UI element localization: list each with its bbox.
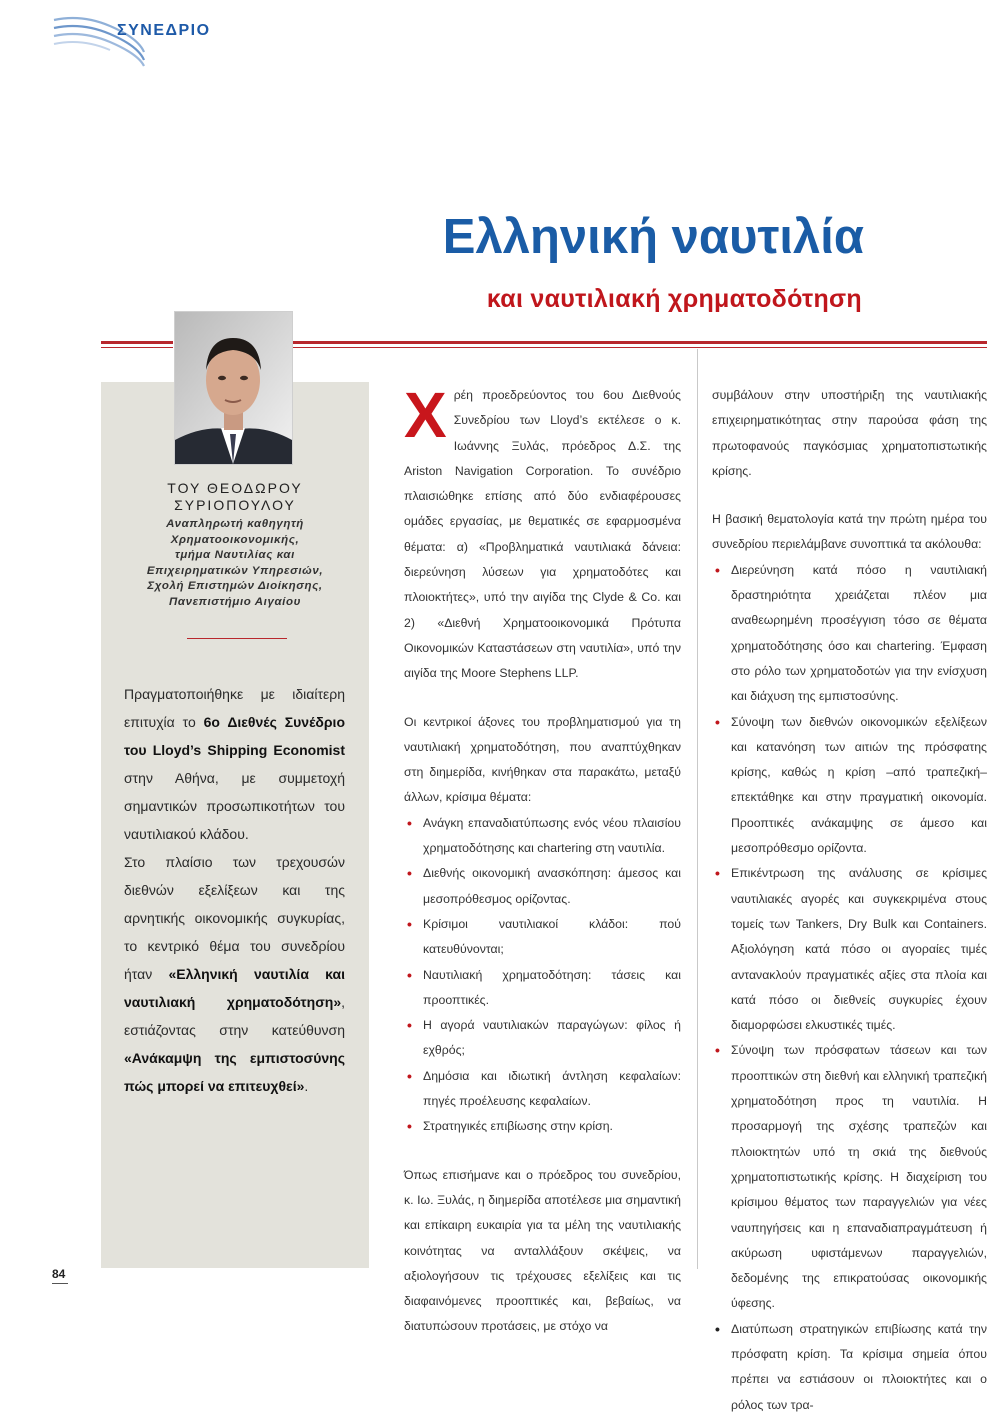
bullet-icon: • <box>407 814 412 831</box>
bullet-list <box>404 811 681 1140</box>
list-item: • Δημόσια και ιδιωτική άντληση κεφαλαίων: πηγές προέλευσης κεφαλαίων. <box>404 1064 681 1115</box>
affiliation-line: Πανεπιστήμιο Αιγαίου <box>169 595 301 608</box>
list-item: • Επικέντρωση της ανάλυσης σε κρίσιμες ναυτιλιακές αγορές και συγκεκριμένα στους τομείς των Tankers, Dry Bulk και Containers. Αξιολόγηση κατά πόσο οι αγοραίες τιμές αντανακλούν πραγματικές αξίες στα πλοία και κατά πόσο οι διεθνείς συγκυρίες έχουν διαμορφώσει ελκυστικές τιμές. <box>712 861 987 1038</box>
bullet-icon: • <box>407 915 412 932</box>
page-number-rule <box>52 1283 68 1284</box>
bullet-list <box>712 558 987 1418</box>
drop-cap: Χ <box>404 379 447 451</box>
list-item: • Σύνοψη των πρόσφατων τάσεων και των προοπτικών στη διεθνή και ελληνική τραπεζική χρηματοδότηση προς τη ναυτιλία. Η προσαρμογή της σχέσης τραπεζών και πλοιοκτητών υπό τη σκιά της διεθνούς χρηματοπιστωτικής κρίσης. Η διαχείριση του κρίσιμου θέματος των παραγγελιών για νέες ναυπηγήσεις και η επαναδιαπραγμάτευση ή ακύρωση υφιστάμενων παραγγελιών, δεδομένης της επικρατούσας οικονομικής ύφεσης. <box>712 1038 987 1316</box>
list-item: • Διερεύνηση κατά πόσο η ναυτιλιακή δραστηριότητα χρειάζεται πλέον μια αναθεωρημένη προσέγγιση τόσο σε θέματα χρηματοδότησης όσο και chartering. Έμφαση στο ρόλο των χρηματοδοτών για την ενίσχυση και διάχυση της εμπιστοσύνης. <box>712 558 987 710</box>
paragraph: Χρέη προεδρεύοντος του 6ου Διεθνούς Συνεδρίου των Lloyd’s εκτέλεσε ο κ. Ιωάννης Ξυλάς, πρόεδρος Δ.Σ. της Ariston Navigation Corporation. Το συνέδριο πλαισιώθηκε επίσης από δύο ενδιαφέρουσες ομάδες εργασίας, με θεματικές σε εφαρμοσμένα θέματα: α) «Προβληματικά ναυτιλιακά δάνεια: διερεύνηση λύσεων για χρηματοδότες και πλοιοκτήτες», υπό την αιγίδα της Clyde & Co. και 2) «Διεθνή Χρηματοοικονομικά Πρότυπα Οικονομικών Καταστάσεων στη ναυτιλία», υπό την αιγίδα της Moore Stephens LLP. <box>404 379 681 681</box>
affiliation-line: Αναπληρωτή καθηγητή <box>166 518 304 530</box>
bullet-icon: • <box>715 1320 720 1337</box>
bullet-icon: • <box>715 865 720 882</box>
bullet-icon: • <box>715 561 720 578</box>
bullet-icon: • <box>407 1017 412 1034</box>
waves-icon <box>52 12 147 68</box>
author-name-line1: ΤΟΥ ΘΕΟΔΩΡΟΥ <box>167 480 303 496</box>
section-label: ΣΥΝΕΔΡΙΟ <box>117 22 211 39</box>
author-name-line2: ΣΥΡΙΟΠΟΥΛΟΥ <box>174 497 296 513</box>
affiliation-line: Χρηματοοικονομικής, <box>170 533 300 546</box>
list-item: • Στρατηγικές επιβίωσης στην κρίση. <box>404 1114 681 1139</box>
bullet-icon: • <box>407 966 412 983</box>
bullet-icon: • <box>407 1118 412 1135</box>
affiliation-line: Επιχειρηματικών Υπηρεσιών, <box>146 564 324 577</box>
intro-text <box>124 680 345 1100</box>
intro-paragraph-1: Πραγματοποιήθηκε με ιδιαίτερη επιτυχία το 6ο Διεθνές Συνέδριο του Lloyd’s Shipping Economist στην Αθήνα, με συμμετοχή σημαντικών προσωπικοτήτων του ναυτιλιακού κλάδου. <box>124 686 345 842</box>
article-column-1 <box>404 379 681 1340</box>
author-affiliation <box>101 517 369 610</box>
title-rule-right <box>292 341 987 344</box>
bullet-icon: • <box>715 713 720 730</box>
affiliation-line: Σχολή Επιστημών Διοίκησης, <box>147 580 323 592</box>
list-item: • Διεθνής οικονομική ανασκόπηση: άμεσος και μεσοπρόθεσμος ορίζοντας. <box>404 861 681 912</box>
bullet-icon: • <box>407 1067 412 1084</box>
title-rule-thin-right <box>292 347 987 348</box>
paragraph: συμβάλουν στην υποστήριξη της ναυτιλιακής επιχειρηματικότητας στην παρούσα φάση της πρωτοφανούς παγκόσμιας χρηματοπιστωτικής κρίσης. <box>712 388 987 478</box>
bullet-icon: • <box>715 1042 720 1059</box>
title-rule-left <box>101 341 173 344</box>
paragraph: Η βασική θεματολογία κατά την πρώτη ημέρα του συνεδρίου περιελάμβανε συνοπτικά τα ακόλουθα: <box>712 512 987 552</box>
list-item: • Διατύπωση στρατηγικών επιβίωσης κατά την πρόσφατη κρίση. Τα κρίσιμα σημεία όπου πρέπει να εστιάσουν οι πλοιοκτήτες και ο ρόλος των τρα- <box>712 1317 987 1418</box>
author-photo <box>174 311 293 465</box>
page-number: 84 <box>52 1267 66 1281</box>
article-column-2 <box>712 383 987 1418</box>
intro-paragraph-2: Στο πλαίσιο των τρεχουσών διεθνών εξελίξεων και της αρνητικής οικονομικής συγκυρίας, το κεντρικό θέμα του συνεδρίου ήταν «Ελληνική ναυτιλία και ναυτιλιακή χρηματοδότηση», εστιάζοντας στην κατεύθυνση «Ανάκαμψη της εμπιστοσύνης πώς μπορεί να επιτευχθεί». <box>124 854 345 1094</box>
title-rule-thin-left <box>101 347 173 348</box>
affiliation-line: τμήμα Ναυτιλίας και <box>175 549 295 561</box>
list-item: • Κρίσιμοι ναυτιλιακοί κλάδοι: πού κατευθύνονται; <box>404 912 681 963</box>
paragraph: Όπως επισήμανε και ο πρόεδρος του συνεδρίου, κ. Ιω. Ξυλάς, η διημερίδα αποτέλεσε μια σημαντική και επίκαιρη ευκαιρία για τα μέλη της ναυτιλιακής κοινότητας να ανταλλάξουν σκέψεις, να αξιολογήσουν τις τρέχουσες εξελίξεις και τις διαφαινόμενες προοπτικές και, βεβαίως, να διατυπώσουν προτάσεις, με στόχο να <box>404 1167 681 1334</box>
list-item: • Ναυτιλιακή χρηματοδότηση: τάσεις και προοπτικές. <box>404 963 681 1014</box>
article-subtitle: και ναυτιλιακή χρηματοδότηση <box>486 285 862 313</box>
list-item: • Σύνοψη των διεθνών οικονομικών εξελίξεων και κατανόηση των αιτιών της πρόσφατης κρίσης, καθώς η κρίση –από τραπεζική– επεκτάθηκε και στην πραγματική οικονομία. Προοπτικές ανάκαμψης σε άμεσο και μεσοπρόθεσμο ορίζοντα. <box>712 710 987 862</box>
author-name <box>101 480 369 514</box>
bullet-icon: • <box>407 865 412 882</box>
column-divider <box>697 349 698 1269</box>
article-title: Ελληνική ναυτιλία <box>442 210 864 264</box>
paragraph: Οι κεντρικοί άξονες του προβληματισμού για τη ναυτιλιακή χρηματοδότηση, που αναπτύχθηκαν στη διημερίδα, κινήθηκαν στα παρακάτω, μεταξύ άλλων, κρίσιμα θέματα: <box>404 714 681 805</box>
list-item: • Ανάγκη επαναδιατύπωσης ενός νέου πλαισίου χρηματοδότησης και chartering στη ναυτιλία. <box>404 811 681 862</box>
sidebar-divider <box>187 638 287 639</box>
list-item: • Η αγορά ναυτιλιακών παραγώγων: φίλος ή εχθρός; <box>404 1013 681 1064</box>
